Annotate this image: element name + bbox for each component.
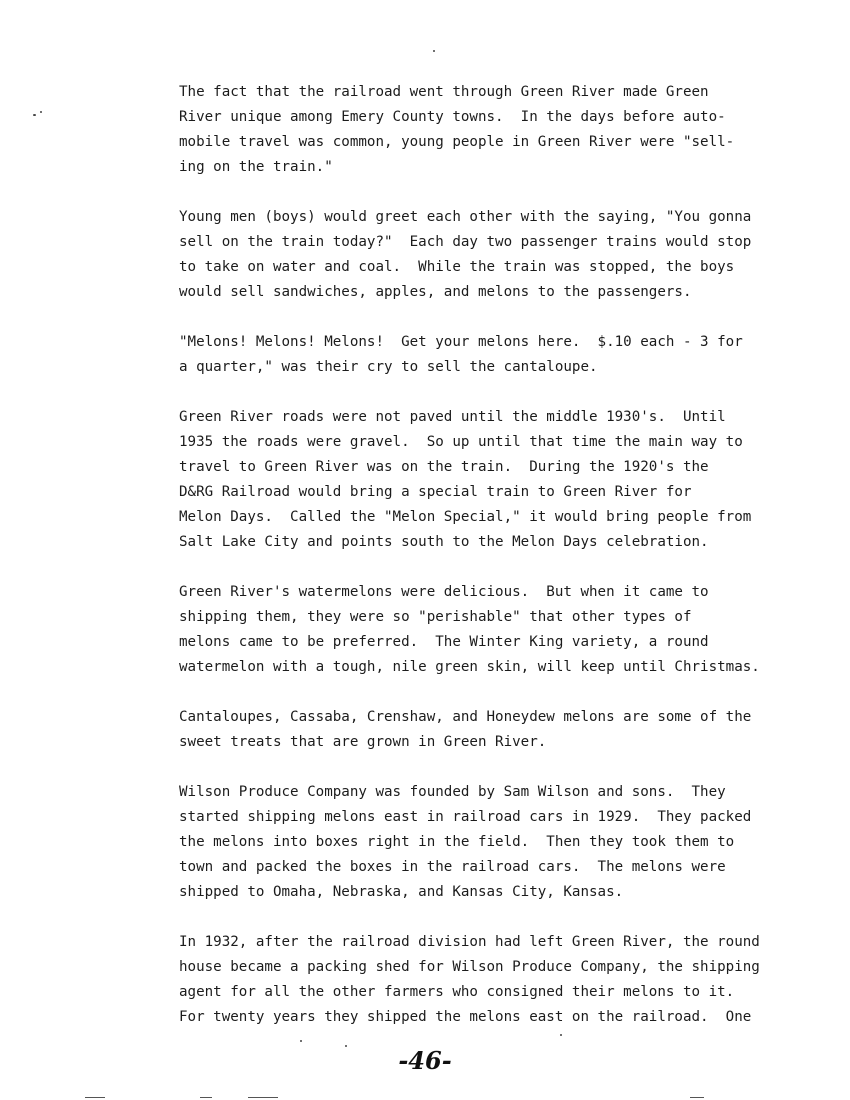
text-line: started shipping melons east in railroad cars in 1929. They packed bbox=[179, 809, 752, 825]
paragraph bbox=[179, 330, 779, 380]
text-line: town and packed the boxes in the railroad cars. The melons were bbox=[179, 859, 726, 875]
text-line: D&RG Railroad would bring a special train to Green River for bbox=[179, 484, 692, 500]
text-line: mobile travel was common, young people in Green River were "sell- bbox=[179, 134, 735, 150]
text-line: agent for all the other farmers who consigned their melons to it. bbox=[179, 984, 735, 1000]
paragraph bbox=[179, 930, 779, 1030]
scan-speck bbox=[40, 111, 42, 113]
text-line: Green River roads were not paved until the middle 1930's. Until bbox=[179, 409, 726, 425]
paragraph bbox=[179, 780, 779, 905]
scan-speck bbox=[33, 114, 36, 116]
text-line: Melon Days. Called the "Melon Special," it would bring people from bbox=[179, 509, 752, 525]
text-line: house became a packing shed for Wilson Produce Company, the shipping bbox=[179, 959, 760, 975]
paragraph bbox=[179, 405, 779, 555]
text-line: watermelon with a tough, nile green skin, will keep until Christmas. bbox=[179, 659, 760, 675]
text-line: sweet treats that are grown in Green River. bbox=[179, 734, 547, 750]
text-line: shipping them, they were so "perishable" that other types of bbox=[179, 609, 692, 625]
scan-edge-mark bbox=[248, 1097, 278, 1098]
paragraph bbox=[179, 580, 779, 680]
text-line: Green River's watermelons were delicious. But when it came to bbox=[179, 584, 709, 600]
text-line: 1935 the roads were gravel. So up until that time the main way to bbox=[179, 434, 743, 450]
text-line: River unique among Emery County towns. In the days before auto- bbox=[179, 109, 726, 125]
text-line: ing on the train." bbox=[179, 159, 333, 175]
scan-edge-mark bbox=[690, 1097, 704, 1098]
text-line: Young men (boys) would greet each other with the saying, "You gonna bbox=[179, 209, 752, 225]
text-line: would sell sandwiches, apples, and melons to the passengers. bbox=[179, 284, 692, 300]
text-line: In 1932, after the railroad division had left Green River, the round bbox=[179, 934, 760, 950]
scan-edge-mark bbox=[200, 1097, 212, 1098]
text-line: Cantaloupes, Cassaba, Crenshaw, and Honeydew melons are some of the bbox=[179, 709, 752, 725]
text-line: For twenty years they shipped the melons east on the railroad. One bbox=[179, 1009, 752, 1025]
text-line: Salt Lake City and points south to the Melon Days celebration. bbox=[179, 534, 709, 550]
text-line: sell on the train today?" Each day two passenger trains would stop bbox=[179, 234, 752, 250]
paragraph bbox=[179, 80, 779, 180]
text-line: The fact that the railroad went through Green River made Green bbox=[179, 84, 709, 100]
scan-speck bbox=[433, 50, 435, 52]
text-line: shipped to Omaha, Nebraska, and Kansas City, Kansas. bbox=[179, 884, 624, 900]
text-line: "Melons! Melons! Melons! Get your melons here. $.10 each - 3 for bbox=[179, 334, 743, 350]
text-line: travel to Green River was on the train. During the 1920's the bbox=[179, 459, 709, 475]
text-line: Wilson Produce Company was founded by Sam Wilson and sons. They bbox=[179, 784, 726, 800]
body-text bbox=[179, 80, 779, 1055]
paragraph bbox=[179, 705, 779, 755]
text-line: the melons into boxes right in the field. Then they took them to bbox=[179, 834, 735, 850]
scan-edge-mark bbox=[85, 1097, 105, 1098]
text-line: melons came to be preferred. The Winter King variety, a round bbox=[179, 634, 709, 650]
text-line: to take on water and coal. While the train was stopped, the boys bbox=[179, 259, 735, 275]
text-line: a quarter," was their cry to sell the cantaloupe. bbox=[179, 359, 598, 375]
paragraph bbox=[179, 205, 779, 305]
page-number: -46- bbox=[398, 1046, 452, 1075]
